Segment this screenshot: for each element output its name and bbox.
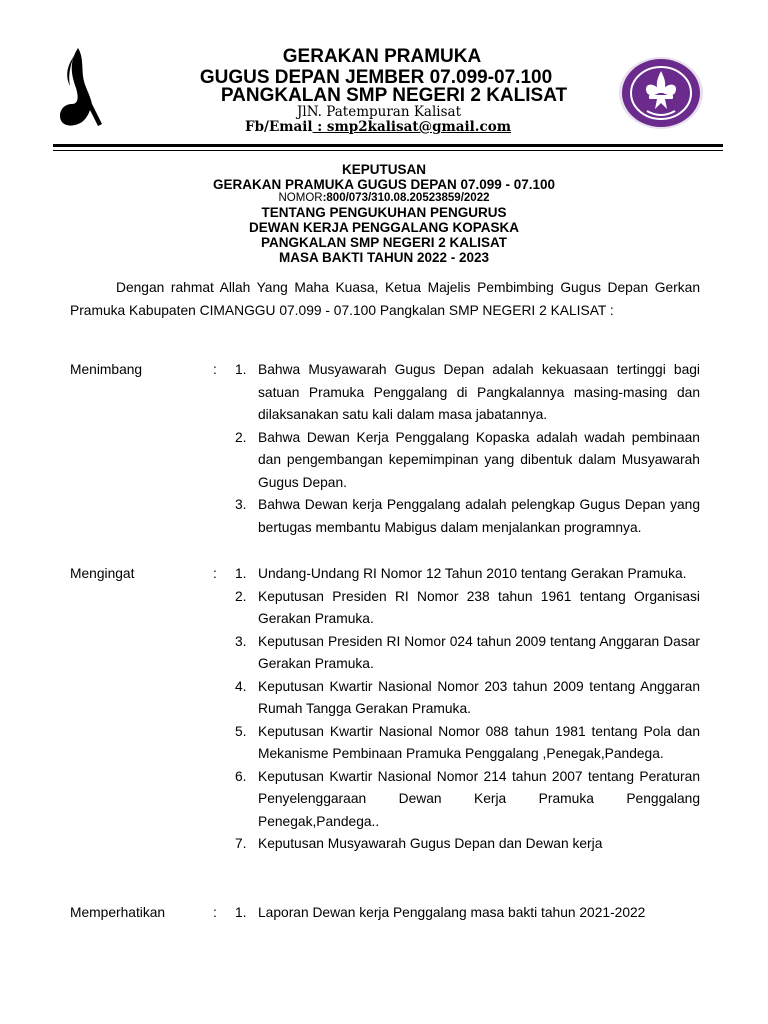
decision-number: [0, 192, 768, 205]
item-number: 1.: [235, 566, 247, 581]
item-text: Keputusan Presiden RI Nomor 024 tahun 2009 tentang Anggaran Dasar Gerakan Pramuka.: [258, 633, 700, 671]
mengingat-list: [235, 563, 700, 856]
header-line-2: GUGUS DEPAN JEMBER 07.099-07.100: [199, 67, 553, 88]
list-item: [235, 833, 700, 856]
intro-text: Dengan rahmat Allah Yang Maha Kuasa, Ketua Majelis Pembimbing Gugus Depan Gerkan Pramuka Kabupaten CIMANGGU 07.099 - 07.100 Pangkalan SMP NEGERI 2 KALISAT :: [70, 280, 700, 318]
contact-email: : smp2kalisat@gmail.com: [312, 119, 512, 135]
item-text: Keputusan Kwartir Nasional Nomor 203 tahun 2009 tentang Anggaran Rumah Tangga Gerakan Pramuka.: [258, 678, 700, 716]
item-number: 5.: [235, 723, 247, 739]
decision-about-1: TENTANG PENGUKUHAN PENGURUS: [261, 205, 507, 220]
decision-heading: [0, 162, 768, 265]
list-item: [235, 902, 700, 925]
section-colon: :: [213, 362, 217, 377]
list-item: [235, 586, 700, 631]
nomor-label: NOMOR: [278, 192, 323, 204]
section-label: Memperhatikan: [70, 905, 166, 920]
wosm-scout-emblem-icon: [617, 55, 705, 131]
item-text: Bahwa Dewan Kerja Penggalang Kopaska adalah wadah pembinaan dan pengembangan kepemimpinan yang dibentuk dalam Musyawarah Gugus Depan.: [258, 429, 700, 490]
decision-about-4: MASA BAKTI TAHUN 2022 - 2023: [278, 250, 490, 265]
item-number: 1.: [235, 362, 247, 377]
letterhead: [0, 0, 768, 160]
decision-about-3: PANGKALAN SMP NEGERI 2 KALISAT: [260, 235, 508, 250]
item-number: 1.: [235, 905, 247, 920]
item-number: 7.: [235, 836, 247, 851]
contact-prefix: Fb/Email: [244, 119, 313, 135]
menimbang-list: [235, 359, 700, 539]
intro-paragraph: [70, 277, 700, 322]
list-item: [235, 631, 700, 676]
nomor-value: :800/073/310.08.20523859/2022: [322, 192, 490, 204]
item-text: Bahwa Musyawarah Gugus Depan adalah kekuasaan tertinggi bagi satuan Pramuka Penggalang di Pangkalannya masing-masing dan dilaksanakan satu kali dalam masa jabatannya.: [258, 362, 700, 422]
item-text: Keputusan Kwartir Nasional Nomor 214 tahun 2007 tentang Peraturan Penyelenggaraan Dewan Kerja Pramuka Penggalang Penegak,Pandega..: [258, 768, 700, 829]
list-item: [235, 359, 700, 427]
decision-about-2: DEWAN KERJA PENGGALANG KOPASKA: [248, 220, 520, 235]
item-number: 3.: [235, 633, 247, 649]
header-rule-thick: [53, 144, 723, 147]
header-rule-thin: [53, 150, 723, 151]
item-text: Keputusan Musyawarah Gugus Depan dan Dewan kerja: [258, 836, 603, 851]
header-address: JlN. Patempuran Kalisat: [297, 104, 461, 120]
section-colon: :: [213, 905, 217, 920]
item-text: Undang-Undang RI Nomor 12 Tahun 2010 tentang Gerakan Pramuka.: [258, 566, 687, 581]
item-number: 3.: [235, 497, 247, 512]
item-number: 4.: [235, 678, 247, 694]
list-item: [235, 766, 700, 834]
list-item: [235, 427, 700, 495]
decision-org: GERAKAN PRAMUKA GUGUS DEPAN 07.099 - 07.100: [212, 177, 556, 192]
item-text: Keputusan Kwartir Nasional Nomor 088 tahun 1981 tentang Pola dan Mekanisme Pembinaan Pramuka Penggalang ,Penegak,Pandega.: [258, 723, 700, 761]
section-colon: :: [213, 566, 217, 581]
memperhatikan-list: [235, 902, 700, 925]
item-text: Laporan Dewan kerja Penggalang masa bakti tahun 2021-2022: [258, 905, 646, 920]
item-text: Keputusan Presiden RI Nomor 238 tahun 1961 tentang Organisasi Gerakan Pramuka.: [258, 588, 700, 626]
item-number: 6.: [235, 768, 247, 784]
list-item: [235, 563, 700, 586]
decision-title: KEPUTUSAN: [341, 162, 426, 177]
item-number: 2.: [235, 588, 247, 604]
list-item: [235, 676, 700, 721]
item-number: 2.: [235, 429, 247, 445]
item-text: Bahwa Dewan kerja Penggalang adalah pelengkap Gugus Depan yang bertugas membantu Mabigus dalam menjalankan programnya.: [258, 497, 700, 535]
section-label: Menimbang: [70, 362, 143, 377]
section-label: Mengingat: [70, 566, 135, 581]
header-line-3: PANGKALAN SMP NEGERI 2 KALISAT: [220, 85, 568, 106]
list-item: [235, 494, 700, 539]
list-item: [235, 721, 700, 766]
header-line-1: GERAKAN PRAMUKA: [282, 46, 482, 67]
